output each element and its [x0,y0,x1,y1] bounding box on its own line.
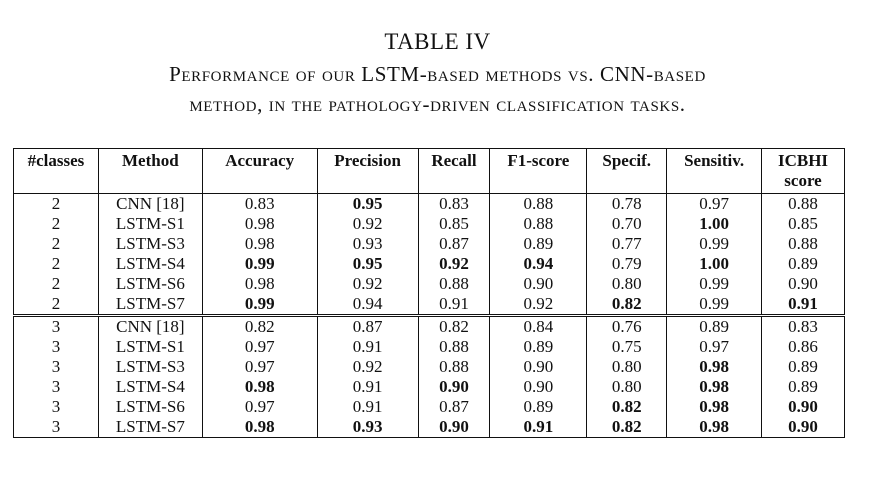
table-cell: 0.89 [667,316,762,338]
table-cell: 0.85 [762,214,845,234]
table-cell: 0.80 [587,274,667,294]
table-cell: 0.88 [418,357,490,377]
column-header-f1-score: F1-score [490,149,587,194]
table-cell: 0.92 [317,214,418,234]
table-cell: 2 [14,274,99,294]
table-cell: 3 [14,316,99,338]
table-cell: 0.88 [418,337,490,357]
table-cell: 0.88 [418,274,490,294]
table-cell: 0.89 [490,234,587,254]
table-cell: 0.99 [667,294,762,316]
table-cell: 2 [14,214,99,234]
table-cell: 0.99 [667,274,762,294]
table-row [14,294,845,316]
table-cell: 0.98 [667,377,762,397]
table-cell: 0.84 [490,316,587,338]
caption-segment: -based [646,62,706,86]
table-cell: 0.88 [490,214,587,234]
column-header-accuracy: Accuracy [202,149,317,194]
table-cell: 0.82 [418,316,490,338]
table-cell: 2 [14,294,99,316]
table-cell: 3 [14,417,99,438]
table-row [14,337,845,357]
table-cell: 0.90 [762,417,845,438]
table-cell: 0.89 [762,377,845,397]
table-cell: 0.91 [490,417,587,438]
table-cell: 0.76 [587,316,667,338]
table-cell: 0.79 [587,254,667,274]
table-cell: 0.97 [202,337,317,357]
table-row [14,254,845,274]
table-cell: LSTM-S4 [98,254,202,274]
table-label: TABLE IV [384,29,491,54]
table-header [14,149,845,194]
table-cell: 0.82 [587,397,667,417]
table-cell: 0.83 [202,194,317,215]
table-cell: 2 [14,194,99,215]
table-cell: 0.98 [667,397,762,417]
table-row [14,357,845,377]
table-cell: CNN [18] [98,194,202,215]
table-cell: 0.87 [317,316,418,338]
table-cell: 0.92 [418,254,490,274]
table-cell: 0.78 [587,194,667,215]
table-cell: 0.90 [418,377,490,397]
table-cell: 0.91 [317,337,418,357]
table-cell: 0.97 [667,337,762,357]
table-cell: 0.95 [317,194,418,215]
column-header-sensitiv: Sensitiv. [667,149,762,194]
table-cell: 0.90 [762,274,845,294]
column-header-classes: #classes [14,149,99,194]
table-cell: 2 [14,234,99,254]
table-cell: 0.88 [762,194,845,215]
table-cell: 0.77 [587,234,667,254]
table-cell: 3 [14,337,99,357]
table-row [14,397,845,417]
table-cell: 2 [14,254,99,274]
table-cell: LSTM-S3 [98,234,202,254]
table-cell: 0.83 [762,316,845,338]
column-header-specif: Specif. [587,149,667,194]
table-cell: LSTM-S4 [98,377,202,397]
table-cell: 0.87 [418,397,490,417]
table-caption-line-2 [0,92,875,117]
table-cell: 0.97 [202,397,317,417]
table-cell: 0.82 [202,316,317,338]
table-cell: LSTM-S7 [98,417,202,438]
caption-segment: CNN [599,62,647,86]
table-cell: 0.90 [418,417,490,438]
table-cell: 0.92 [317,357,418,377]
table-cell: 0.98 [667,417,762,438]
table-cell: 0.82 [587,294,667,316]
table-cell: 0.89 [490,397,587,417]
table-row [14,377,845,397]
table-cell: LSTM-S1 [98,214,202,234]
row-group-1 [14,194,845,316]
table-cell: 0.92 [490,294,587,316]
table-cell: 0.98 [202,234,317,254]
table-cell: 0.88 [762,234,845,254]
table-cell: 0.98 [202,377,317,397]
table-cell: 0.94 [317,294,418,316]
table-cell: 0.83 [418,194,490,215]
table-cell: 0.80 [587,357,667,377]
table-row [14,234,845,254]
table-cell: 0.86 [762,337,845,357]
row-group-2 [14,316,845,438]
table-cell: 0.91 [762,294,845,316]
column-header-precision: Precision [317,149,418,194]
column-header-icbhi-score: ICBHI score [762,149,845,194]
results-table [13,148,845,438]
table-cell: LSTM-S6 [98,274,202,294]
table-caption-line-1 [0,62,875,87]
table-cell: 0.97 [202,357,317,377]
table-cell: 0.90 [490,377,587,397]
table-cell: 0.93 [317,417,418,438]
table-cell: LSTM-S6 [98,397,202,417]
table-cell: LSTM-S3 [98,357,202,377]
table-cell: 0.99 [202,294,317,316]
table-cell: 0.97 [667,194,762,215]
table-cell: 0.98 [202,274,317,294]
table-cell: 0.89 [762,357,845,377]
table-row [14,316,845,338]
table-cell: 0.98 [202,214,317,234]
table-cell: 0.87 [418,234,490,254]
caption-segment: -based methods vs. [419,62,600,86]
caption-segment: LSTM [361,62,420,86]
table-cell: 0.91 [317,377,418,397]
table-cell: 1.00 [667,214,762,234]
table-cell: 0.89 [490,337,587,357]
table-cell: 0.94 [490,254,587,274]
table-cell: 0.70 [587,214,667,234]
table-cell: 0.85 [418,214,490,234]
table-cell: 0.93 [317,234,418,254]
table-cell: 0.90 [490,274,587,294]
caption-segment: method, in the pathology-driven classification tasks. [189,92,686,116]
table-cell: 0.99 [667,234,762,254]
column-header-method: Method [98,149,202,194]
table-cell: 0.91 [317,397,418,417]
table-cell: 0.90 [490,357,587,377]
table-cell: 0.99 [202,254,317,274]
table-cell: LSTM-S1 [98,337,202,357]
table-row [14,417,845,438]
table-cell: 3 [14,377,99,397]
table-row [14,214,845,234]
table-cell: 0.88 [490,194,587,215]
table-cell: 0.98 [667,357,762,377]
table-row [14,194,845,215]
table-cell: 0.91 [418,294,490,316]
table-cell: 0.82 [587,417,667,438]
table-cell: 0.90 [762,397,845,417]
table-row [14,274,845,294]
table-cell: 3 [14,357,99,377]
table-cell: 0.75 [587,337,667,357]
table-cell: 0.98 [202,417,317,438]
caption-segment: Performance of our [169,62,362,86]
table-cell: 0.92 [317,274,418,294]
table-cell: 3 [14,397,99,417]
table-cell: 0.89 [762,254,845,274]
table-cell: LSTM-S7 [98,294,202,316]
table-cell: 1.00 [667,254,762,274]
table-cell: 0.80 [587,377,667,397]
table-cell: 0.95 [317,254,418,274]
header-row [14,149,845,194]
column-header-recall: Recall [418,149,490,194]
table-cell: CNN [18] [98,316,202,338]
